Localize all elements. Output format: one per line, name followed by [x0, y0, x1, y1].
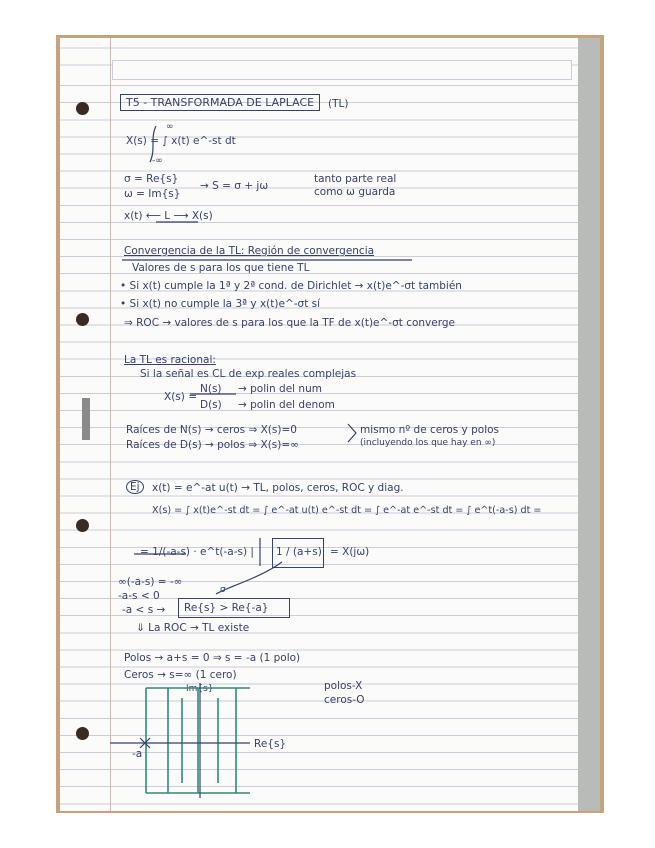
- numerator-note: → polin del num: [238, 383, 322, 395]
- note-line-1: tanto parte real: [314, 173, 397, 185]
- real-axis-label: Re{s}: [254, 738, 287, 750]
- integral-sign-stroke: [150, 126, 156, 162]
- example-integral: X(s) = ∫ x(t)e^-st dt = ∫ e^-at u(t) e^-st dt = ∫ e^-at e^-st dt = ∫ e^t(-a-s) dt =: [152, 505, 542, 516]
- roc-line-4: ⇒ ROC → valores de s para los que la TF de x(t)e^-σt converge: [124, 317, 455, 329]
- rational-heading: La TL es racional:: [124, 354, 216, 366]
- rational-lhs: X(s) =: [164, 391, 197, 403]
- rational-line-1: Si la señal es CL de exp reales complejas: [140, 368, 357, 380]
- legend-poles: polos-X: [324, 680, 363, 692]
- example-result: = 1/(-a-s) · e^t(-a-s) |: [140, 546, 254, 558]
- numerator: N(s): [200, 383, 222, 395]
- note-line-2: como ω guarda: [314, 186, 396, 198]
- legend-zeros: ceros-O: [324, 694, 365, 706]
- integral-upper-limit: ∞: [166, 122, 174, 132]
- roc-hatch-lines: [168, 688, 236, 793]
- condition-3: -a < s →: [122, 604, 166, 616]
- pole-label: -a: [132, 748, 143, 760]
- example-statement: x(t) = e^-at u(t) → TL, polos, ceros, ROC y diag.: [152, 482, 404, 494]
- poles-line: Polos → a+s = 0 ⇒ s = -a (1 polo): [124, 652, 301, 664]
- condition-2: -a-s < 0: [118, 590, 160, 602]
- condition-1: ∞(-a-s) = -∞: [118, 576, 183, 588]
- roc-condition: Re{s} > Re{-a}: [184, 602, 269, 614]
- imaginary-axis-label: Im{s}: [186, 684, 214, 694]
- omega-definition: ω = Im{s}: [124, 188, 181, 200]
- roc-heading: Convergencia de la TL: Región de convergencia: [124, 245, 375, 257]
- roc-line-3: • Si x(t) no cumple la 3ª y x(t)e^-σt sí: [120, 298, 321, 310]
- roc-line-1: Valores de s para los que tiene TL: [132, 262, 310, 274]
- denominator: D(s): [200, 399, 222, 411]
- page-title: T5 - TRANSFORMADA DE LAPLACE: [120, 94, 320, 111]
- transform-pair: x(t) ⟵ L ⟶ X(s): [124, 210, 213, 222]
- result-tail: = X(jω): [330, 546, 370, 558]
- brace-mark: [348, 424, 356, 442]
- title-abbreviation: (TL): [328, 98, 349, 110]
- notebook-page: [60, 38, 600, 811]
- s-equation: → S = σ + jω: [200, 180, 269, 192]
- zeros-line: Ceros → s=∞ (1 cero): [124, 669, 237, 681]
- sigma-definition: σ = Re{s}: [124, 173, 179, 185]
- link-arrow: [216, 562, 282, 594]
- roots-denominator: Raíces de D(s) → polos ⇒ X(s)=∞: [126, 439, 299, 451]
- result-box-value: 1 / (a+s): [276, 546, 322, 558]
- denominator-note: → polin del denom: [238, 399, 335, 411]
- brace-note-1: mismo nº de ceros y polos: [360, 424, 500, 436]
- hand-drawn-marks: [60, 38, 600, 811]
- roc-line-2: • Si x(t) cumple la 1ª y 2ª cond. de Dirichlet → x(t)e^-σt también: [120, 280, 462, 292]
- laplace-definition: X(s) = ∫ x(t) e^-st dt: [126, 135, 236, 147]
- integral-lower-limit: -∞: [152, 156, 163, 166]
- roc-exists: ⇓ La ROC → TL existe: [136, 622, 250, 634]
- brace-note-2: (incluyendo los que hay en ∞): [360, 438, 496, 448]
- example-label: Ej: [126, 480, 144, 494]
- roots-numerator: Raíces de N(s) → ceros ⇒ X(s)=0: [126, 424, 297, 436]
- sigma-mark: σ: [220, 585, 226, 595]
